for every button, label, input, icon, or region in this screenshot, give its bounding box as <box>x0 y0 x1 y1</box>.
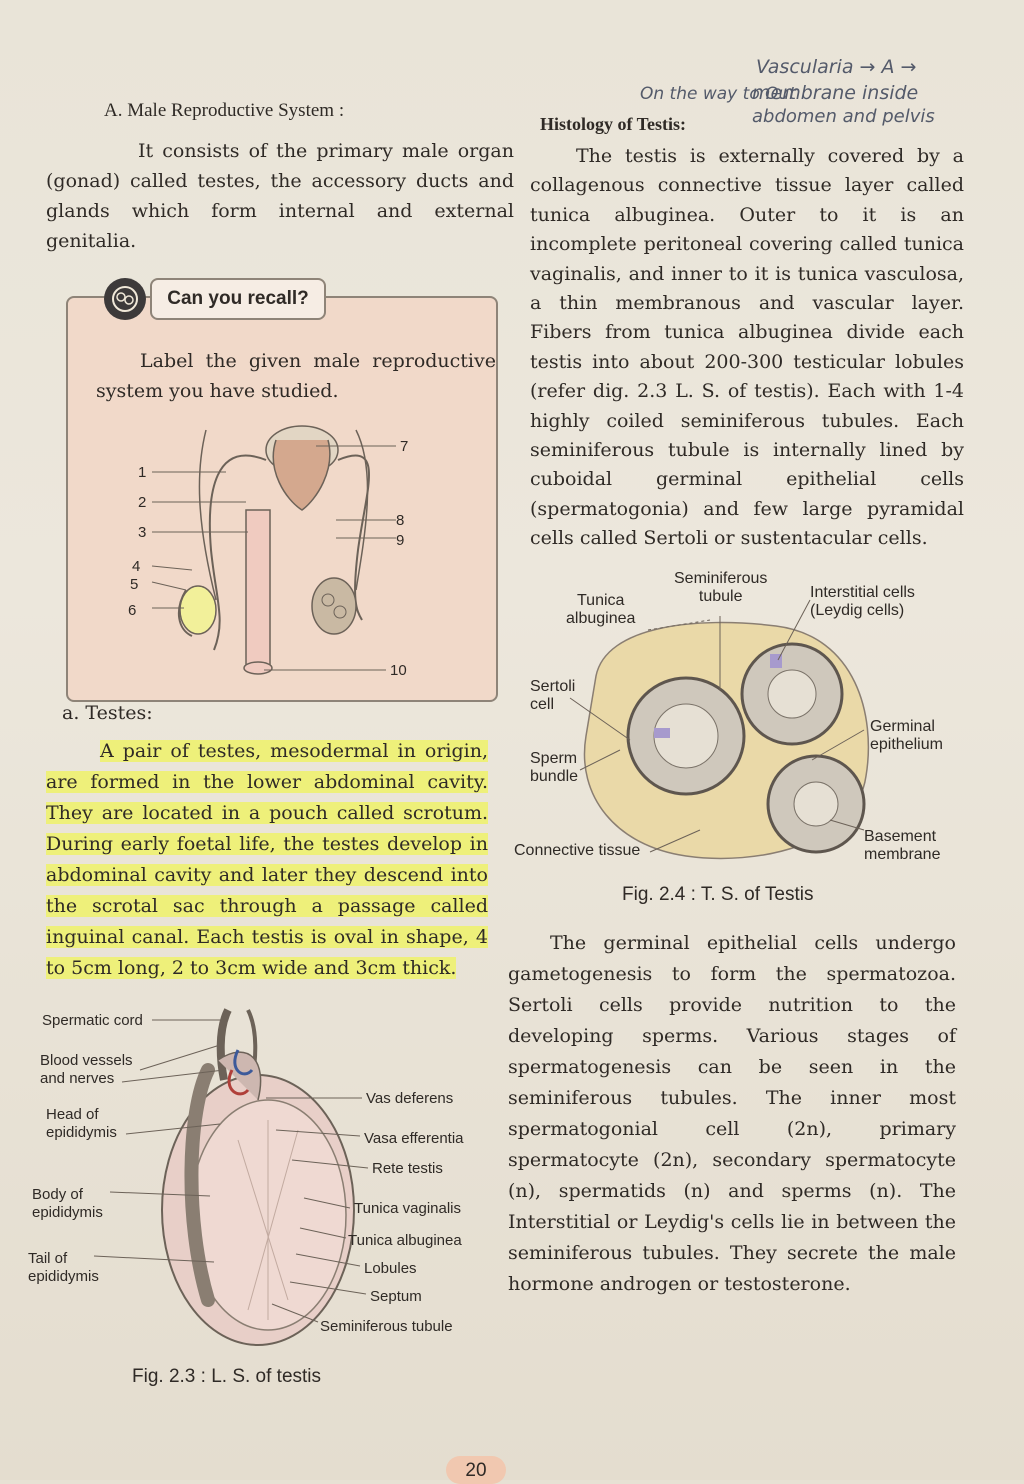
germinal-paragraph: The germinal epithelial cells undergo gametogenesis to form the spermatozoa. Sertoli cells provide nutrition to the developing sperms. Various stages of spermatogenesis can be seen in the seminiferous tubules. The inner most spermatogonial cell (2n), primary spermatocyte (2n), secondary spermatocyte (n), spermatids (n) and sperms (n). The Interstitial or Leydig's cells lie in between the seminiferous tubules. They secrete the male hormone androgen or testosterone. <box>508 932 956 1295</box>
diagram-label-6: 6 <box>128 602 137 619</box>
label-tunica-albuginea: Tunica albuginea <box>348 1232 462 1249</box>
histology-heading: Histology of Testis: <box>540 114 687 134</box>
handwritten-note-right: membrane inside <box>752 82 919 104</box>
label-interstitial: Interstitial cells (Leydig cells) <box>810 584 915 619</box>
diagram-label-10: 10 <box>390 662 407 679</box>
diagram-label-8: 8 <box>396 512 405 529</box>
recall-text: Label the given male reproductive system you have studied. <box>96 350 496 402</box>
label-germinal: Germinal epithelium <box>870 718 943 753</box>
intro-paragraph: It consists of the primary male organ (gonad) called testes, the accessory ducts and glands which form internal and external genitalia. <box>46 140 514 252</box>
diagram-label-5: 5 <box>130 576 139 593</box>
section-heading: A. Male Reproductive System : <box>104 100 345 121</box>
diagram-label-7: 7 <box>400 438 409 455</box>
handwritten-note-right-2: abdomen and pelvis <box>752 106 935 127</box>
label-tunica-vaginalis: Tunica vaginalis <box>354 1200 461 1217</box>
diagram-label-2: 2 <box>138 494 147 511</box>
label-tunica-albuginea-ts: Tunica albuginea <box>566 592 636 627</box>
label-seminiferous: Seminiferous tubule <box>674 570 768 605</box>
label-blood-vessels: Blood vessels and nerves <box>40 1052 133 1087</box>
page-number: 20 <box>465 1460 487 1481</box>
label-vas-deferens: Vas deferens <box>366 1090 454 1107</box>
testes-heading: a. Testes: <box>62 702 153 724</box>
label-septum: Septum <box>370 1288 422 1305</box>
diagram-label-4: 4 <box>132 558 141 575</box>
label-body-epididymis: Body of epididymis <box>32 1186 103 1221</box>
label-sertoli: Sertoli cell <box>530 678 576 713</box>
label-connective: Connective tissue <box>514 842 641 859</box>
handwritten-note-top-2: On the way to Out <box>640 84 796 104</box>
label-sperm-bundle: Sperm bundle <box>530 750 579 785</box>
male-reproductive-diagram <box>66 410 494 690</box>
fig-2-3-caption: Fig. 2.3 : L. S. of testis <box>132 1366 322 1387</box>
label-basement: Basement membrane <box>864 828 941 863</box>
label-rete-testis: Rete testis <box>372 1160 443 1177</box>
testes-paragraph <box>46 736 488 984</box>
diagram-label-9: 9 <box>396 532 405 549</box>
brain-icon <box>104 278 146 320</box>
label-lobules: Lobules <box>364 1260 417 1277</box>
recall-title: Can you recall? <box>150 278 326 320</box>
label-tail-epididymis: Tail of epididymis <box>28 1250 99 1285</box>
label-head-epididymis: Head of epididymis <box>46 1106 117 1141</box>
fig-2-4-caption: Fig. 2.4 : T. S. of Testis <box>622 884 814 905</box>
diagram-label-3: 3 <box>138 524 147 541</box>
histology-paragraph: The testis is externally covered by a collagenous connective tissue layer called tunica albuginea. Outer to it is an incomplete peritoneal covering called tunica vaginalis, and inner to it is tunica vasculosa, a thin membranous and vascular layer. Fibers from tunica albuginea divide each testis into about 200-300 testicular lobules (refer dig. 2.3 L. S. of testis). Each with 1-4 highly coiled seminiferous tubules. Each seminiferous tubule is internally lined by cuboidal germinal epithelial cells (spermatogonia) and few large pyramidal cells called Sertoli or sustentacular cells. <box>530 145 964 550</box>
label-seminiferous-tubule: Seminiferous tubule <box>320 1318 453 1335</box>
handwritten-note-top: Vascularia → A → <box>756 56 917 78</box>
label-spermatic-cord: Spermatic cord <box>42 1012 143 1029</box>
testes-text: A pair of testes, mesodermal in origin, are formed in the lower abdominal cavity. They are located in a pouch called scrotum. During early foetal life, the testes develop in abdominal cavity and later they descend into the scrotal sac through a passage called inguinal canal. Each testis is oval in shape, 4 to 5cm long, 2 to 3cm wide and 3cm thick. <box>46 740 488 979</box>
label-vasa-efferentia: Vasa efferentia <box>364 1130 464 1147</box>
diagram-label-1: 1 <box>138 464 147 481</box>
